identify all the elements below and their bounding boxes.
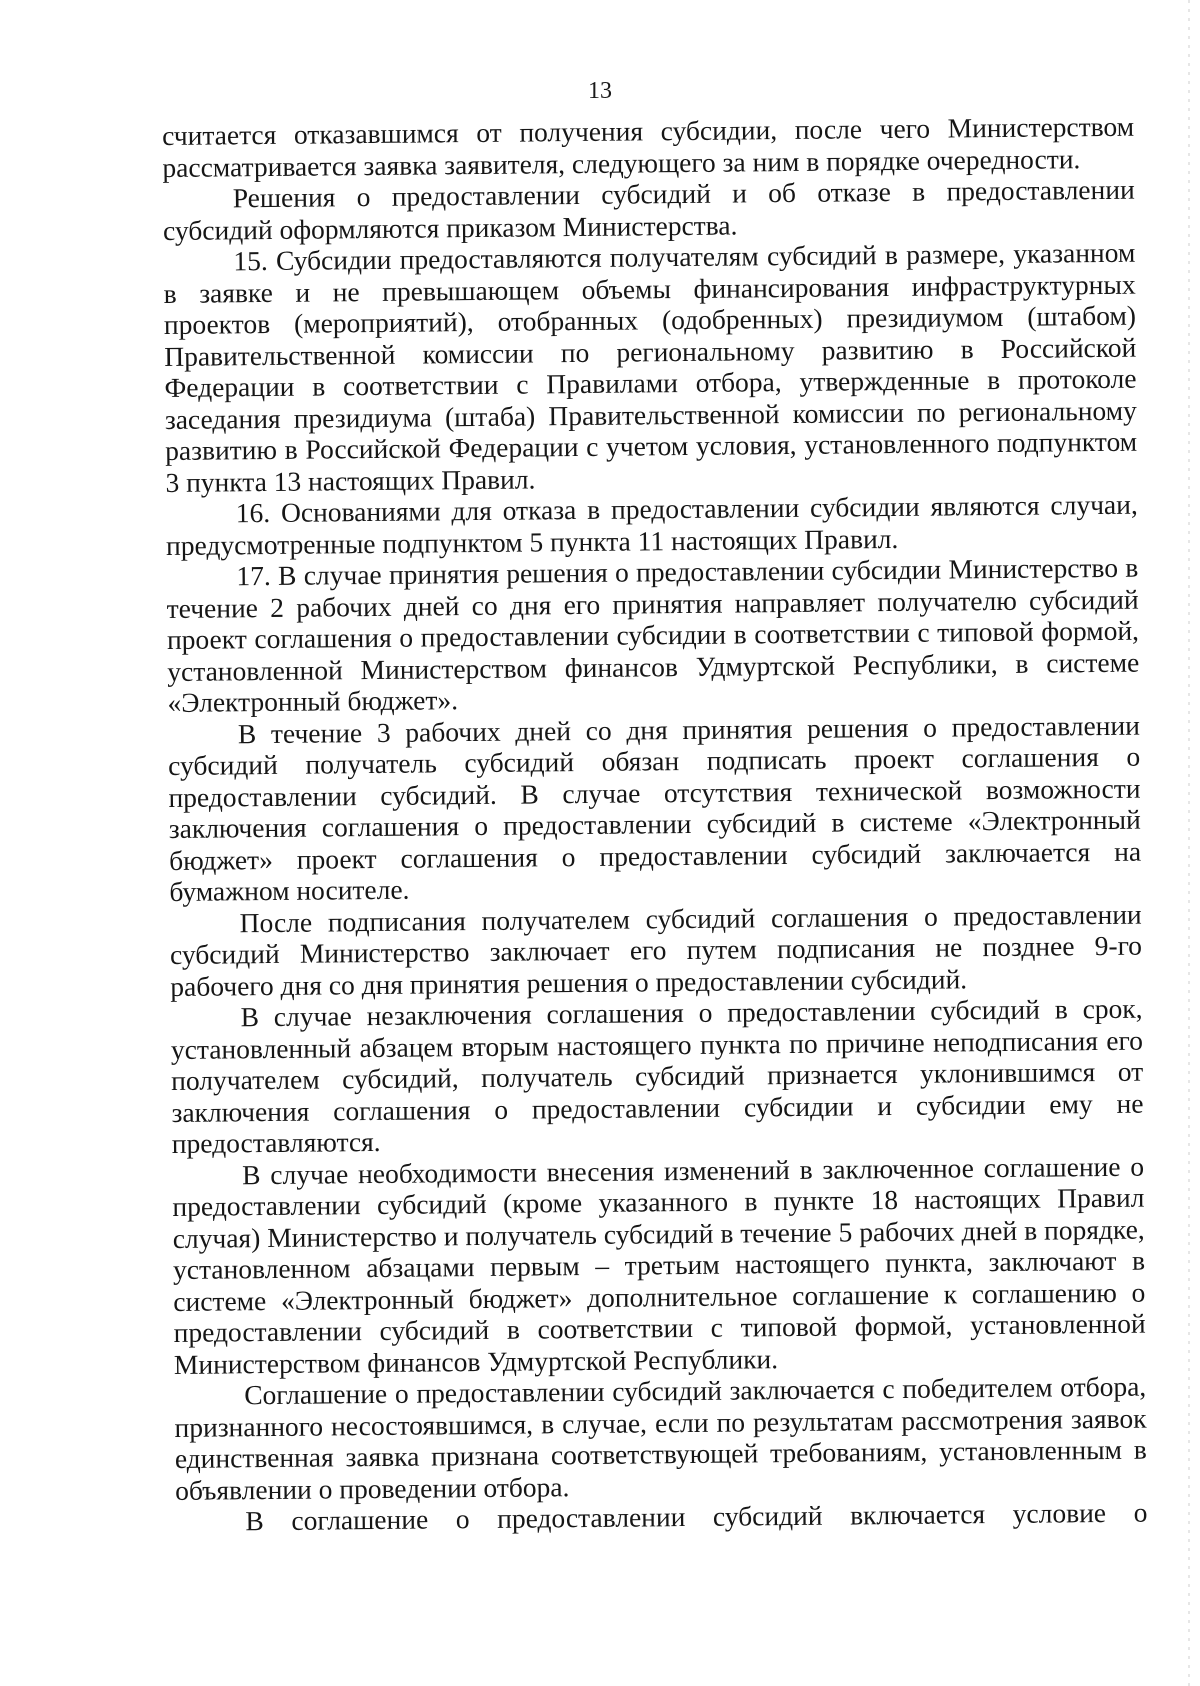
document-body: [162, 111, 1148, 1538]
paragraph-continuation: считается отказавшимся от получения субсидии, после чего Министерством рассматривается заявка заявителя, следующего за ним в порядке очередности.: [162, 110, 1135, 183]
paragraph-clause-16: 16. Основаниями для отказа в предоставлении субсидии являются случаи, предусмотренные подпунктом 5 пункта 11 настоящих Правил.: [165, 488, 1138, 561]
paragraph-decisions: Решения о предоставлении субсидий и об отказе в предоставлении субсидий оформляются приказом Министерства.: [162, 173, 1135, 246]
paragraph-single-applicant: Соглашение о предоставлении субсидий заключается с победителем отбора, признанного несостоявшимся, в случае, если по результатам рассмотрения заявок единственная заявка признана соответствующей требованиям, установленным в объявлении о проведении отбора.: [174, 1370, 1147, 1506]
paragraph-agreement-condition: В соглашение о предоставлении субсидий включается условие о: [245, 1496, 1148, 1537]
paragraph-signing-deadline: В течение 3 рабочих дней со дня принятия решения о предоставлении субсидий получатель субсидий обязан подписать проект соглашения о предоставлении субсидий. В случае отсутствия технической возможности заключения соглашения о предоставлении субсидий в системе «Электронный бюджет» проект соглашения о предоставлении субсидий заключается на бумажном носителе.: [168, 709, 1142, 907]
scan-edge-artifact: [1188, 0, 1190, 1686]
paragraph-clause-17: 17. В случае принятия решения о предоставлении субсидии Министерство в течение 2 рабочих дней со дня его принятия направляет получателю субсидий проект соглашения о предоставлении субсидии в соответствии с типовой формой, установленной Министерством финансов Удмуртской Республики, в системе «Электронный бюджет».: [166, 551, 1140, 718]
paragraph-non-conclusion: В случае незаключения соглашения о предоставлении субсидий в срок, установленный абзацем вторым настоящего пункта по причине неподписания его получателем субсидий, получатель субсидий признается уклонившимся от заключения соглашения о предоставлении субсидии и субсидии ему не предоставляются.: [170, 992, 1144, 1159]
paragraph-ministry-signing: После подписания получателем субсидий соглашения о предоставлении субсидий Министерство заключает его путем подписания не позднее 9-го рабочего дня со дня принятия решения о предоставлении субсидий.: [169, 898, 1143, 1002]
paragraph-amendments: В случае необходимости внесения изменений в заключенное соглашение о предоставлении субсидий (кроме указанного в пункте 18 настоящих Правил случая) Министерство и получатель субсидий в течение 5 рабочих дней в порядке, установленном абзацами первым – третьим настоящего пункта, заключают в системе «Электронный бюджет» дополнительное соглашение к соглашению о предоставлении субсидий в соответствии с типовой формой, установленной Министерством финансов Удмуртской Республики.: [172, 1150, 1146, 1380]
page-number: 13: [588, 78, 612, 104]
paragraph-clause-15: 15. Субсидии предоставляются получателям субсидий в размере, указанном в заявке и не превышающем объемы финансирования инфраструктурных проектов (мероприятий), отобранных (одобренных) президиумом (штабом) Правительственной комиссии по региональному развитию в Российской Федерации в соответствии с Правилами отбора, утвержденные в протоколе заседания президиума (штаба) Правительственной комиссии по региональному развитию в Российской Федерации с учетом условия, установленного подпунктом 3 пункта 13 настоящих Правил.: [163, 236, 1138, 498]
